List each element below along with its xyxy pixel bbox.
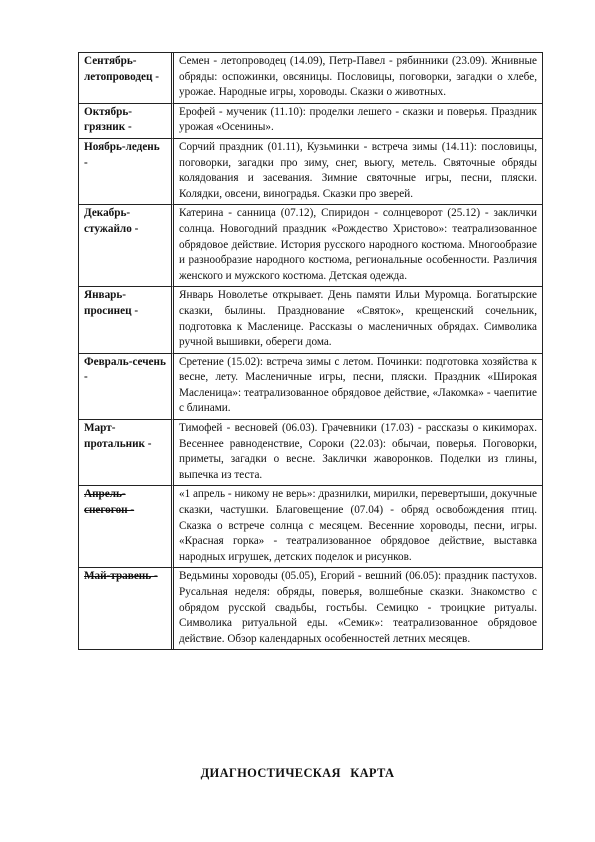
table-row [79,486,542,568]
activities-cell: Семен - летопроводец (14.09), Петр-Павел - рябинники (23.09). Жнивные обряды: оспожинки, овсяницы. Пословицы, поговорки, загадки о хлебе, урожае. Народные игры, хороводы. Сказки о животных. [174,53,542,104]
month-cell: Апрель-снегогон - [79,486,174,568]
month-cell: Сентябрь-летопроводец - [79,53,174,104]
activities-cell: Катерина - санница (07.12), Спиридон - солнцеворот (25.12) - заклички солнца. Новогодний праздник «Рождество Христово»: театрализованное обрядовое действие. История русского народного костюма. Многообразие и разнообразие народного костюма, региональные особенности. Различия женского и мужского костюма. Детская одежда. [174,205,542,287]
activities-cell: Ведьмины хороводы (05.05), Егорий - вешний (06.05): праздник пастухов. Русальная неделя: обряды, поверья, волшебные сказки. Знакомство с обрядом русской свадьбы, гостьбы. Семицко - троицкие ритуалы. Символика ритуальной еды. «Семик»: театрализованное обрядовое действие. Обзор календарных особенностей летних месяцев. [179,570,537,645]
month-cell: Январь-просинец - [79,287,174,353]
table-row [79,420,542,486]
activities-cell: Сорчий праздник (01.11), Кузьминки - встреча зимы (14.11): пословицы, поговорки, загадки про зиму, снег, вьюгу, метель. Святочные обряды колядования и засевания. Зимние святочные игры, песни, пляски. Колядки, овсени, виноградья. Сказки про зверей. [174,139,542,205]
folk-calendar-table [78,52,543,650]
activities-cell: «1 апрель - никому не верь»: дразнилки, мирилки, перевертыши, докучные сказки, частушки. Благовещение (07.04) - обряд освобождения птиц. Сказка о встрече солнца с месяцем. Весенние хороводы, песни, игры. «Красная горка» - театрализованное обрядовое действие, выставка народных игрушек, детских поделок и рисунков. [174,486,542,568]
activities-cell: Сретение (15.02): встреча зимы с летом. Починки: подготовка хозяйства к весне, лету. Масленичные игры, песни, пляски. Праздник «Широкая Масленица»: театрализованное обрядовое действие, «Лакомка» - чаепитие с блинами. [174,354,542,420]
month-cell: Ноябрь-ледень - [79,139,174,205]
month-cell: Февраль-сечень - [79,354,174,420]
table-row [79,287,542,353]
activities-cell: Тимофей - весновей (06.03). Грачевники (17.03) - рассказы о кикиморах. Весеннее равноденствие, Сороки (22.03): обычаи, поверья. Поговорки, приметы, загадки о весне. Заклички жаворонков. Поделки из глины, выпечка из теста. [174,420,542,486]
section-heading: ДИАГНОСТИЧЕСКАЯ КАРТА [200,766,395,780]
table-row [79,53,542,104]
month-cell: Март-протальник - [79,420,174,486]
activities-cell: Ерофей - мученик (11.10): проделки лешего - сказки и поверья. Праздник урожая «Осенины». [174,104,542,139]
month-cell: Октябрь-грязник - [79,104,174,139]
table-row [79,354,542,420]
month-cell: Май-травень - [79,568,174,649]
month-cell: Декабрь-стужайло - [79,205,174,287]
table-row [79,205,542,287]
table-row [79,568,542,649]
activities-cell: Январь Новолетье открывает. День памяти Ильи Муромца. Богатырские сказки, былины. Празднование «Святок», крещенский сочельник, подготовка к Масленице. Рассказы о масленичных обрядах. Символика ручной вышивки, обереги дома. [174,287,542,353]
table-row [79,104,542,139]
table-row [79,139,542,205]
